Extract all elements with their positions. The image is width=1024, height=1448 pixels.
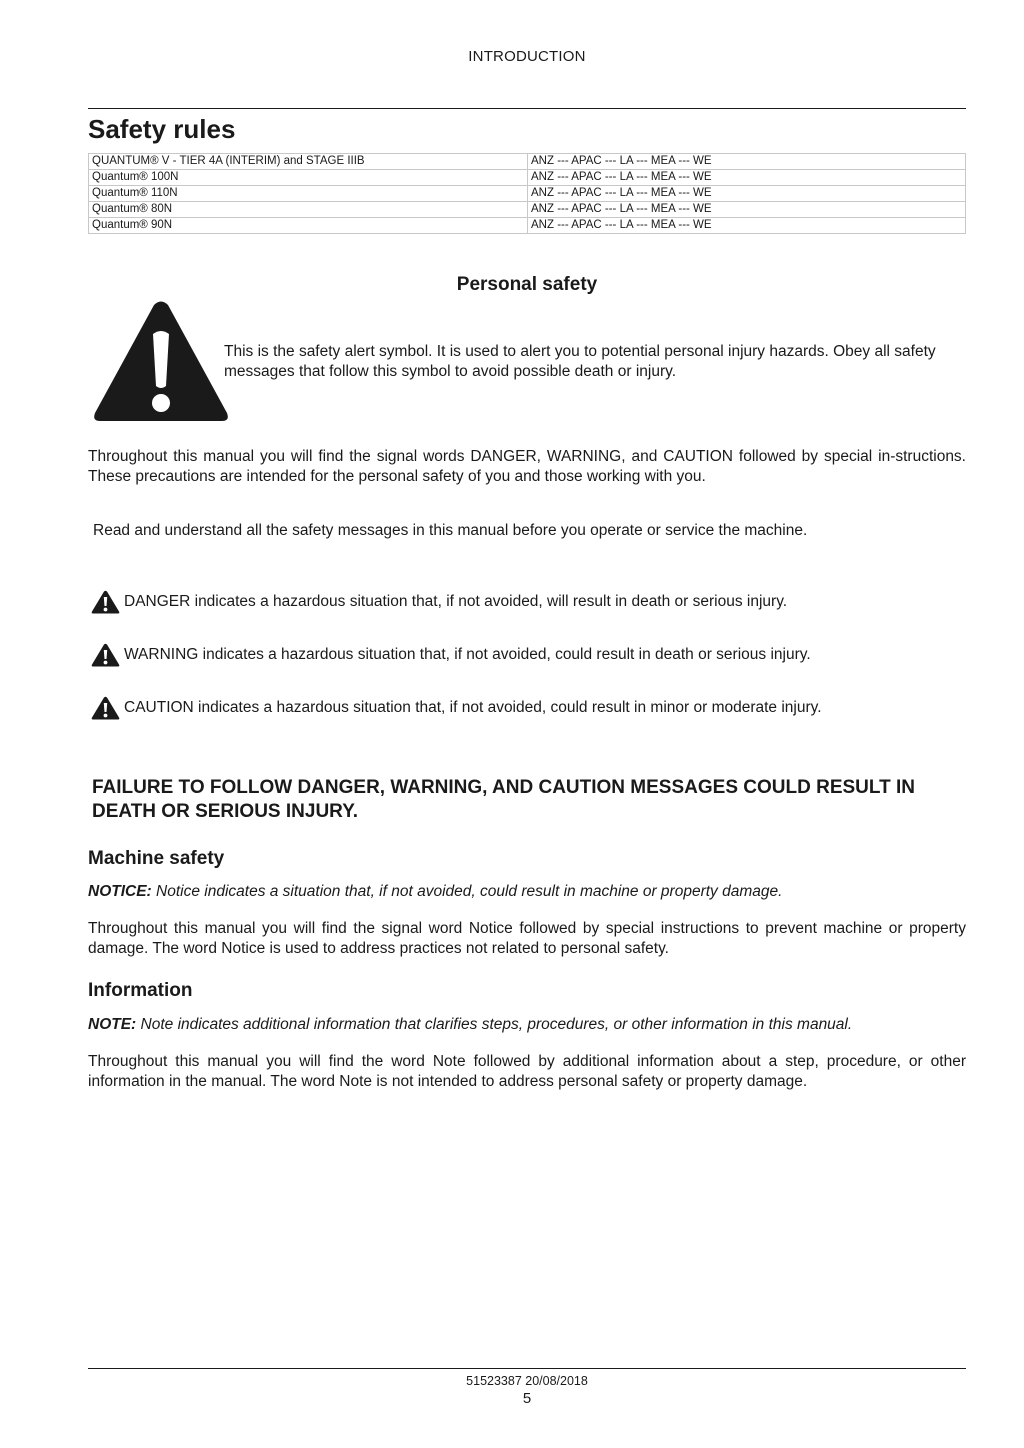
table-row bbox=[89, 202, 966, 218]
table-row bbox=[89, 218, 966, 234]
table-row bbox=[89, 186, 966, 202]
machine-safety-paragraph: Throughout this manual you will find the signal word Notice followed by special instructions to prevent machine or property damage. The word Notice is used to address practices not related to personal safety. bbox=[88, 920, 966, 957]
caution-row bbox=[91, 696, 822, 720]
alert-symbol-text: This is the safety alert symbol. It is used to alert you to potential personal injury hazards. Obey all safety messages that follow this symbol to avoid possible death or injury. bbox=[224, 343, 936, 380]
danger-row bbox=[91, 590, 787, 614]
read-messages-paragraph: Read and understand all the safety messages in this manual before you operate or service the machine. bbox=[93, 522, 808, 539]
regions-cell: ANZ --- APAC --- LA --- MEA --- WE bbox=[528, 170, 966, 186]
machine-safety-title: Machine safety bbox=[88, 848, 225, 869]
safety-alert-triangle-icon bbox=[92, 300, 230, 424]
note-text: Note indicates additional information that clarifies steps, procedures, or other information in this manual. bbox=[140, 1016, 853, 1033]
warning-row bbox=[91, 643, 811, 667]
signal-words-paragraph: Throughout this manual you will find the signal words DANGER, WARNING, and CAUTION followed by special in-structions. These precautions are intended for the personal safety of you and those working with you. bbox=[88, 448, 966, 485]
notice-label: NOTICE: bbox=[88, 883, 152, 900]
footer-page-number: 5 bbox=[522, 1390, 532, 1407]
regions-cell: ANZ --- APAC --- LA --- MEA --- WE bbox=[528, 218, 966, 234]
warning-text: WARNING indicates a hazardous situation that, if not avoided, could result in death or serious injury. bbox=[124, 646, 811, 663]
note-label: NOTE: bbox=[88, 1016, 137, 1033]
caution-warning-triangle-icon bbox=[91, 696, 120, 720]
notice-text: Notice indicates a situation that, if not avoided, could result in machine or property damage. bbox=[156, 883, 783, 900]
model-cell: Quantum® 80N bbox=[89, 202, 528, 218]
information-title: Information bbox=[88, 980, 193, 1001]
failure-warning-heading: FAILURE TO FOLLOW DANGER, WARNING, AND CAUTION MESSAGES COULD RESULT IN DEATH OR SERIOUS INJURY. bbox=[92, 777, 915, 822]
danger-warning-triangle-icon bbox=[91, 590, 120, 614]
danger-text: DANGER indicates a hazardous situation that, if not avoided, will result in death or serious injury. bbox=[124, 593, 788, 610]
caution-text: CAUTION indicates a hazardous situation that, if not avoided, could result in minor or moderate injury. bbox=[124, 699, 822, 716]
model-cell: Quantum® 100N bbox=[89, 170, 528, 186]
personal-safety-title: Personal safety bbox=[456, 274, 598, 295]
footer-rule bbox=[88, 1368, 966, 1369]
table-row bbox=[89, 154, 966, 170]
note-line bbox=[88, 1015, 966, 1035]
notice-line bbox=[88, 882, 966, 902]
page-title: Safety rules bbox=[88, 114, 236, 144]
model-cell: QUANTUM® V - TIER 4A (INTERIM) and STAGE IIIB bbox=[89, 154, 528, 170]
header-section-title: INTRODUCTION bbox=[468, 48, 586, 65]
warning-warning-triangle-icon bbox=[91, 643, 120, 667]
information-paragraph: Throughout this manual you will find the word Note followed by additional information about a step, procedure, or other information in the manual. The word Note is not intended to address personal safety or property damage. bbox=[88, 1053, 966, 1090]
regions-cell: ANZ --- APAC --- LA --- MEA --- WE bbox=[528, 186, 966, 202]
regions-cell: ANZ --- APAC --- LA --- MEA --- WE bbox=[528, 154, 966, 170]
table-row bbox=[89, 170, 966, 186]
header-rule bbox=[88, 108, 966, 109]
models-table bbox=[88, 153, 966, 234]
regions-cell: ANZ --- APAC --- LA --- MEA --- WE bbox=[528, 202, 966, 218]
model-cell: Quantum® 110N bbox=[89, 186, 528, 202]
model-cell: Quantum® 90N bbox=[89, 218, 528, 234]
footer-document-id: 51523387 20/08/2018 bbox=[466, 1374, 588, 1388]
